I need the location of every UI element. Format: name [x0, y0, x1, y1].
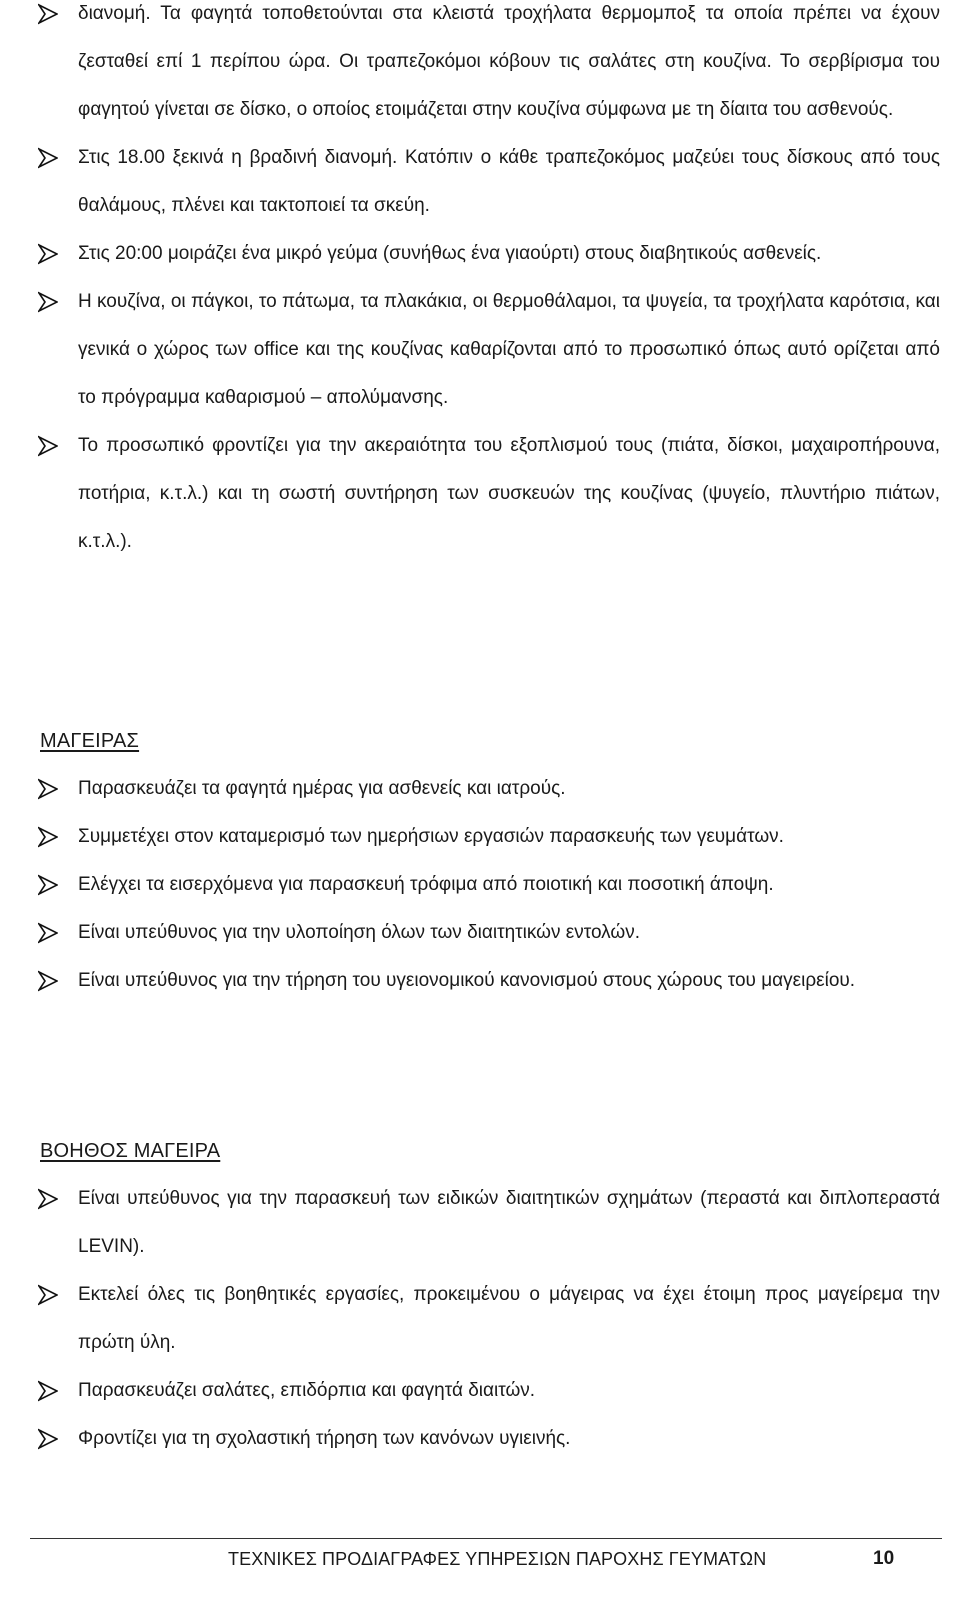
list-item	[0, 1367, 960, 1415]
arrowhead-bullet-icon	[38, 874, 58, 896]
list-item-text: Φροντίζει για τη σχολαστική τήρηση των κανόνων υγιεινής.	[78, 1428, 571, 1449]
duties-list-assistant-cook	[0, 1175, 960, 1463]
footer-title: ΤΕΧΝΙΚΕΣ ΠΡΟΔΙΑΓΡΑΦΕΣ ΥΠΗΡΕΣΙΩΝ ΠΑΡΟΧΗΣ ΓΕΥΜΑΤΩΝ	[228, 1549, 767, 1569]
arrowhead-bullet-icon	[38, 147, 58, 169]
arrowhead-bullet-icon	[38, 826, 58, 848]
arrowhead-bullet-icon	[38, 3, 58, 25]
duties-list-top	[0, 0, 960, 566]
arrowhead-bullet-icon	[38, 435, 58, 457]
arrowhead-bullet-icon	[38, 778, 58, 800]
arrowhead-bullet-icon	[38, 243, 58, 265]
list-item	[0, 0, 960, 134]
section-heading-assistant-cook: ΒΟΗΘΟΣ ΜΑΓΕΙΡΑ	[40, 1140, 221, 1162]
arrowhead-bullet-icon	[38, 1428, 58, 1450]
list-item-text: Είναι υπεύθυνος για την παρασκευή των ειδικών διαιτητικών σχημάτων (περαστά και διπλοπεραστά LEVIN).	[78, 1188, 940, 1257]
list-item-text: Παρασκευάζει σαλάτες, επιδόρπια και φαγητά διαιτών.	[78, 1380, 536, 1401]
list-item	[0, 1175, 960, 1271]
list-item-text: Ελέγχει τα εισερχόμενα για παρασκευή τρόφιμα από ποιοτική και ποσοτική άποψη.	[78, 874, 774, 895]
list-item	[0, 861, 960, 909]
list-item-text: Παρασκευάζει τα φαγητά ημέρας για ασθενείς και ιατρούς.	[78, 778, 566, 799]
list-item-text: Είναι υπεύθυνος για την υλοποίηση όλων των διαιτητικών εντολών.	[78, 922, 641, 943]
list-item	[0, 422, 960, 566]
list-item-text: Στις 20:00 μοιράζει ένα μικρό γεύμα (συνήθως ένα γιαούρτι) στους διαβητικούς ασθενείς.	[78, 243, 822, 264]
arrowhead-bullet-icon	[38, 1380, 58, 1402]
list-item-text: Στις 18.00 ξεκινά η βραδινή διανομή. Κατόπιν ο κάθε τραπεζοκόμος μαζεύει τους δίσκους από τους θαλάμους, πλένει και τακτοποιεί τα σκεύη.	[78, 147, 940, 216]
list-item	[0, 278, 960, 422]
list-item-text: Είναι υπεύθυνος για την τήρηση του υγειονομικού κανονισμού στους χώρους του μαγειρείου.	[78, 970, 856, 991]
arrowhead-bullet-icon	[38, 970, 58, 992]
list-item-text: Συμμετέχει στον καταμερισμό των ημερήσιων εργασιών παρασκευής των γευμάτων.	[78, 826, 784, 847]
list-item-text: Η κουζίνα, οι πάγκοι, το πάτωμα, τα πλακάκια, οι θερμοθάλαμοι, τα ψυγεία, τα τροχήλατα καρότσια, και γενικά ο χώρος των office και της κουζίνας καθαρίζονται από το προσωπικό όπως αυτό ορίζεται από το πρόγραμμα καθαρισμού – απολύμανσης.	[78, 291, 940, 408]
list-item	[0, 1415, 960, 1463]
list-item	[0, 134, 960, 230]
list-item	[0, 765, 960, 813]
list-item	[0, 957, 960, 1005]
list-item-text: Εκτελεί όλες τις βοηθητικές εργασίες, προκειμένου ο μάγειρας να έχει έτοιμη προς μαγείρεμα την πρώτη ύλη.	[78, 1284, 940, 1353]
list-item	[0, 1271, 960, 1367]
list-item	[0, 813, 960, 861]
section-heading-cook: ΜΑΓΕΙΡΑΣ	[40, 730, 140, 752]
footer-divider	[30, 1538, 942, 1539]
arrowhead-bullet-icon	[38, 1188, 58, 1210]
list-item	[0, 230, 960, 278]
arrowhead-bullet-icon	[38, 291, 58, 313]
duties-list-cook	[0, 765, 960, 1005]
list-item	[0, 909, 960, 957]
list-item-text: Το προσωπικό φροντίζει για την ακεραιότητα του εξοπλισμού τους (πιάτα, δίσκοι, μαχαιροπήρουνα, ποτήρια, κ.τ.λ.) και τη σωστή συντήρηση των συσκευών της κουζίνας (ψυγείο, πλυντήριο πιάτων, κ.τ.λ.).	[78, 435, 940, 552]
arrowhead-bullet-icon	[38, 922, 58, 944]
page-number: 10	[873, 1548, 895, 1569]
list-item-text: διανομή. Τα φαγητά τοποθετούνται στα κλειστά τροχήλατα θερμομποξ τα οποία πρέπει να έχουν ζεσταθεί επί 1 περίπου ώρα. Οι τραπεζοκόμοι κόβουν τις σαλάτες στη κουζίνα. Το σερβίρισμα του φαγητού γίνεται σε δίσκο, ο οποίος ετοιμάζεται στην κουζίνα σύμφωνα με τη δίαιτα του ασθενούς.	[78, 3, 940, 120]
arrowhead-bullet-icon	[38, 1284, 58, 1306]
